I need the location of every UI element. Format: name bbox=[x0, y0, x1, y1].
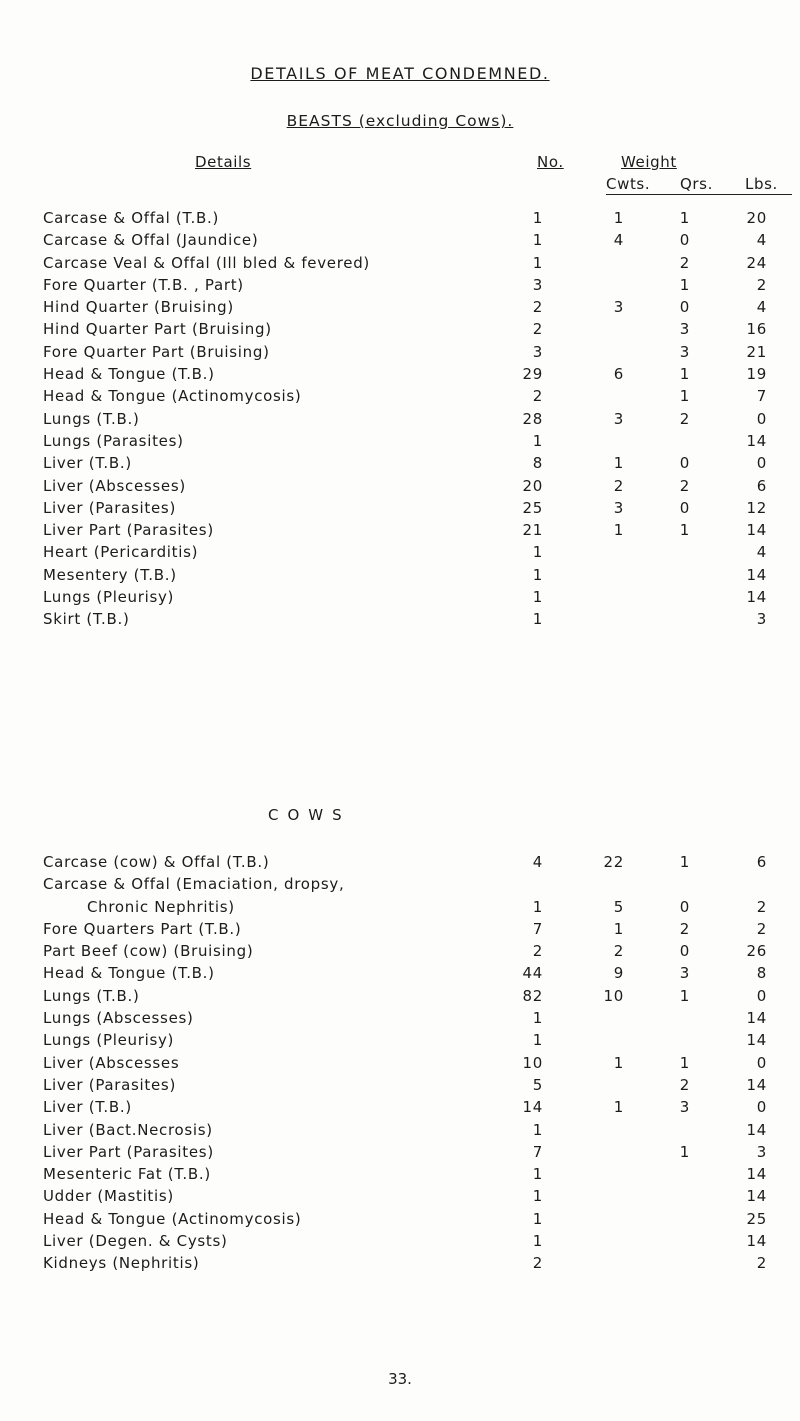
row-details: Fore Quarter (T.B. , Part) bbox=[43, 275, 244, 294]
row-no: 10 bbox=[522, 1053, 543, 1072]
row-qrs: 3 bbox=[679, 1098, 690, 1117]
table-row bbox=[0, 1187, 800, 1209]
row-qrs: 1 bbox=[679, 521, 690, 540]
table-row bbox=[0, 875, 800, 897]
row-no: 7 bbox=[532, 1142, 543, 1161]
row-details: Heart (Pericarditis) bbox=[43, 543, 199, 562]
table-row bbox=[0, 254, 800, 276]
row-no: 2 bbox=[532, 942, 543, 961]
row-lbs: 2 bbox=[756, 275, 767, 294]
row-qrs: 2 bbox=[679, 409, 690, 428]
row-no: 29 bbox=[522, 365, 543, 384]
row-no: 8 bbox=[532, 454, 543, 473]
row-lbs: 14 bbox=[746, 431, 767, 450]
row-details: Liver (Abscesses bbox=[43, 1053, 180, 1072]
row-lbs: 0 bbox=[756, 409, 767, 428]
row-no: 28 bbox=[522, 409, 543, 428]
row-lbs: 8 bbox=[756, 964, 767, 983]
table-row bbox=[0, 343, 800, 365]
row-details: Kidneys (Nephritis) bbox=[43, 1254, 200, 1273]
row-qrs: 1 bbox=[679, 275, 690, 294]
table-row bbox=[0, 566, 800, 588]
table-row bbox=[0, 209, 800, 231]
row-qrs: 2 bbox=[679, 476, 690, 495]
row-details: Udder (Mastitis) bbox=[43, 1187, 174, 1206]
row-cwts: 3 bbox=[613, 409, 624, 428]
table-row bbox=[0, 365, 800, 387]
row-qrs: 1 bbox=[679, 1053, 690, 1072]
header-underline bbox=[606, 194, 792, 195]
row-qrs: 0 bbox=[679, 231, 690, 250]
row-no: 1 bbox=[532, 431, 543, 450]
table-row bbox=[0, 920, 800, 942]
row-no: 1 bbox=[532, 565, 543, 584]
row-no: 82 bbox=[522, 986, 543, 1005]
row-details: Fore Quarters Part (T.B.) bbox=[43, 919, 242, 938]
table-row bbox=[0, 499, 800, 521]
row-lbs: 14 bbox=[746, 1009, 767, 1028]
table-row bbox=[0, 432, 800, 454]
row-lbs: 24 bbox=[746, 253, 767, 272]
row-qrs: 0 bbox=[679, 298, 690, 317]
row-no: 20 bbox=[522, 476, 543, 495]
section-title-cows: COWS bbox=[268, 806, 351, 824]
row-details: Liver (T.B.) bbox=[43, 454, 132, 473]
table-row bbox=[0, 1165, 800, 1187]
row-cwts: 1 bbox=[613, 521, 624, 540]
row-no: 1 bbox=[532, 897, 543, 916]
row-qrs: 2 bbox=[679, 253, 690, 272]
table-row bbox=[0, 454, 800, 476]
row-no: 44 bbox=[522, 964, 543, 983]
row-lbs: 14 bbox=[746, 1075, 767, 1094]
row-lbs: 0 bbox=[756, 1098, 767, 1117]
table-row bbox=[0, 942, 800, 964]
row-cwts: 1 bbox=[613, 454, 624, 473]
row-no: 2 bbox=[532, 320, 543, 339]
row-qrs: 0 bbox=[679, 454, 690, 473]
row-qrs: 2 bbox=[679, 919, 690, 938]
row-no: 3 bbox=[532, 342, 543, 361]
row-details: Head & Tongue (Actinomycosis) bbox=[43, 387, 302, 406]
row-details: Lungs (Abscesses) bbox=[43, 1009, 194, 1028]
row-no: 25 bbox=[522, 498, 543, 517]
row-lbs: 4 bbox=[756, 231, 767, 250]
row-qrs: 0 bbox=[679, 897, 690, 916]
row-details: Lungs (T.B.) bbox=[43, 409, 140, 428]
row-lbs: 12 bbox=[746, 498, 767, 517]
row-lbs: 4 bbox=[756, 543, 767, 562]
row-lbs: 16 bbox=[746, 320, 767, 339]
row-qrs: 1 bbox=[679, 853, 690, 871]
table-row bbox=[0, 276, 800, 298]
row-details: Skirt (T.B.) bbox=[43, 610, 130, 629]
column-header-weight: Weight bbox=[621, 153, 677, 171]
row-cwts: 5 bbox=[613, 897, 624, 916]
table-row bbox=[0, 1232, 800, 1254]
row-no: 1 bbox=[532, 1120, 543, 1139]
row-no: 1 bbox=[532, 1165, 543, 1184]
row-no: 14 bbox=[522, 1098, 543, 1117]
row-qrs: 1 bbox=[679, 209, 690, 227]
row-no: 1 bbox=[532, 543, 543, 562]
row-lbs: 7 bbox=[756, 387, 767, 406]
row-details: Carcase & Offal (Emaciation, dropsy, bbox=[43, 875, 345, 894]
row-cwts: 22 bbox=[603, 853, 624, 871]
row-details: Head & Tongue (Actinomycosis) bbox=[43, 1209, 302, 1228]
row-no: 2 bbox=[532, 1254, 543, 1273]
table-row bbox=[0, 521, 800, 543]
row-qrs: 3 bbox=[679, 342, 690, 361]
row-qrs: 3 bbox=[679, 964, 690, 983]
row-details: Lungs (Pleurisy) bbox=[43, 588, 175, 607]
table-row bbox=[0, 588, 800, 610]
column-header-cwts: Cwts. bbox=[606, 175, 651, 193]
row-lbs: 14 bbox=[746, 1120, 767, 1139]
row-qrs: 1 bbox=[679, 387, 690, 406]
row-details: Liver (T.B.) bbox=[43, 1098, 132, 1117]
row-lbs: 3 bbox=[756, 1142, 767, 1161]
column-header-qrs: Qrs. bbox=[680, 175, 713, 193]
row-cwts: 2 bbox=[613, 476, 624, 495]
table-row bbox=[0, 1210, 800, 1232]
row-details: Liver Part (Parasites) bbox=[43, 521, 214, 540]
row-cwts: 1 bbox=[613, 1098, 624, 1117]
table-row bbox=[0, 1254, 800, 1276]
table-row bbox=[0, 387, 800, 409]
row-no: 4 bbox=[532, 853, 543, 871]
row-no: 7 bbox=[532, 919, 543, 938]
row-no: 2 bbox=[532, 298, 543, 317]
table-row bbox=[0, 1054, 800, 1076]
row-no: 2 bbox=[532, 387, 543, 406]
row-cwts: 1 bbox=[613, 1053, 624, 1072]
page-title: DETAILS OF MEAT CONDEMNED. bbox=[250, 64, 550, 83]
row-lbs: 14 bbox=[746, 1232, 767, 1251]
row-qrs: 1 bbox=[679, 365, 690, 384]
row-no: 1 bbox=[532, 1031, 543, 1050]
row-no: 1 bbox=[532, 1209, 543, 1228]
row-details: Fore Quarter Part (Bruising) bbox=[43, 342, 270, 361]
row-qrs: 3 bbox=[679, 320, 690, 339]
row-details: Carcase Veal & Offal (Ill bled & fevered) bbox=[43, 253, 370, 272]
row-details: Chronic Nephritis) bbox=[87, 897, 235, 916]
row-cwts: 4 bbox=[613, 231, 624, 250]
row-details: Carcase (cow) & Offal (T.B.) bbox=[43, 853, 270, 871]
row-details: Hind Quarter Part (Bruising) bbox=[43, 320, 272, 339]
table-row bbox=[0, 1009, 800, 1031]
table-row bbox=[0, 1143, 800, 1165]
row-details: Carcase & Offal (Jaundice) bbox=[43, 231, 259, 250]
row-no: 1 bbox=[532, 231, 543, 250]
row-lbs: 4 bbox=[756, 298, 767, 317]
table-row bbox=[0, 987, 800, 1009]
beasts-table bbox=[0, 209, 800, 633]
row-details: Liver (Bact.Necrosis) bbox=[43, 1120, 213, 1139]
cows-table bbox=[0, 853, 800, 1277]
row-details: Mesentery (T.B.) bbox=[43, 565, 177, 584]
row-lbs: 14 bbox=[746, 1165, 767, 1184]
row-lbs: 21 bbox=[746, 342, 767, 361]
table-row bbox=[0, 853, 800, 875]
row-cwts: 9 bbox=[613, 964, 624, 983]
table-row bbox=[0, 1076, 800, 1098]
row-details: Lungs (Pleurisy) bbox=[43, 1031, 175, 1050]
row-no: 1 bbox=[532, 209, 543, 227]
row-lbs: 20 bbox=[746, 209, 767, 227]
row-details: Liver Part (Parasites) bbox=[43, 1142, 214, 1161]
row-details: Liver (Degen. & Cysts) bbox=[43, 1232, 228, 1251]
row-details: Lungs (T.B.) bbox=[43, 986, 140, 1005]
table-row bbox=[0, 898, 800, 920]
row-lbs: 0 bbox=[756, 1053, 767, 1072]
row-cwts: 10 bbox=[603, 986, 624, 1005]
row-details: Mesenteric Fat (T.B.) bbox=[43, 1165, 211, 1184]
row-no: 3 bbox=[532, 275, 543, 294]
row-qrs: 0 bbox=[679, 498, 690, 517]
row-cwts: 2 bbox=[613, 942, 624, 961]
row-lbs: 19 bbox=[746, 365, 767, 384]
row-lbs: 2 bbox=[756, 1254, 767, 1273]
row-no: 1 bbox=[532, 1232, 543, 1251]
row-lbs: 25 bbox=[746, 1209, 767, 1228]
row-details: Liver (Abscesses) bbox=[43, 476, 186, 495]
column-header-lbs: Lbs. bbox=[745, 175, 778, 193]
row-no: 1 bbox=[532, 588, 543, 607]
row-qrs: 2 bbox=[679, 1075, 690, 1094]
row-cwts: 3 bbox=[613, 498, 624, 517]
row-details: Hind Quarter (Bruising) bbox=[43, 298, 234, 317]
row-qrs: 1 bbox=[679, 986, 690, 1005]
table-row bbox=[0, 410, 800, 432]
row-details: Liver (Parasites) bbox=[43, 1075, 176, 1094]
row-lbs: 14 bbox=[746, 1031, 767, 1050]
table-row bbox=[0, 298, 800, 320]
row-lbs: 2 bbox=[756, 919, 767, 938]
table-row bbox=[0, 1121, 800, 1143]
row-lbs: 14 bbox=[746, 1187, 767, 1206]
row-details: Liver (Parasites) bbox=[43, 498, 176, 517]
table-row bbox=[0, 1031, 800, 1053]
row-details: Carcase & Offal (T.B.) bbox=[43, 209, 220, 227]
row-no: 1 bbox=[532, 610, 543, 629]
row-lbs: 0 bbox=[756, 454, 767, 473]
row-lbs: 6 bbox=[756, 476, 767, 495]
row-lbs: 6 bbox=[756, 853, 767, 871]
row-no: 1 bbox=[532, 253, 543, 272]
column-header-no: No. bbox=[537, 153, 564, 171]
row-cwts: 1 bbox=[613, 919, 624, 938]
row-no: 1 bbox=[532, 1187, 543, 1206]
column-header-details: Details bbox=[195, 153, 252, 171]
row-no: 5 bbox=[532, 1075, 543, 1094]
table-row bbox=[0, 964, 800, 986]
section-title-beasts: BEASTS (excluding Cows). bbox=[286, 112, 514, 130]
row-lbs: 14 bbox=[746, 588, 767, 607]
row-lbs: 3 bbox=[756, 610, 767, 629]
row-lbs: 0 bbox=[756, 986, 767, 1005]
table-row bbox=[0, 610, 800, 632]
table-row bbox=[0, 320, 800, 342]
table-row bbox=[0, 231, 800, 253]
row-qrs: 0 bbox=[679, 942, 690, 961]
row-no: 21 bbox=[522, 521, 543, 540]
row-cwts: 6 bbox=[613, 365, 624, 384]
row-details: Head & Tongue (T.B.) bbox=[43, 365, 215, 384]
row-details: Head & Tongue (T.B.) bbox=[43, 964, 215, 983]
row-lbs: 14 bbox=[746, 565, 767, 584]
table-row bbox=[0, 1098, 800, 1120]
row-lbs: 14 bbox=[746, 521, 767, 540]
row-qrs: 1 bbox=[679, 1142, 690, 1161]
row-details: Lungs (Parasites) bbox=[43, 431, 184, 450]
row-details: Part Beef (cow) (Bruising) bbox=[43, 942, 254, 961]
row-no: 1 bbox=[532, 1009, 543, 1028]
row-cwts: 3 bbox=[613, 298, 624, 317]
row-lbs: 26 bbox=[746, 942, 767, 961]
table-row bbox=[0, 477, 800, 499]
table-row bbox=[0, 543, 800, 565]
row-cwts: 1 bbox=[613, 209, 624, 227]
page-number: 33. bbox=[388, 1370, 412, 1388]
row-lbs: 2 bbox=[756, 897, 767, 916]
